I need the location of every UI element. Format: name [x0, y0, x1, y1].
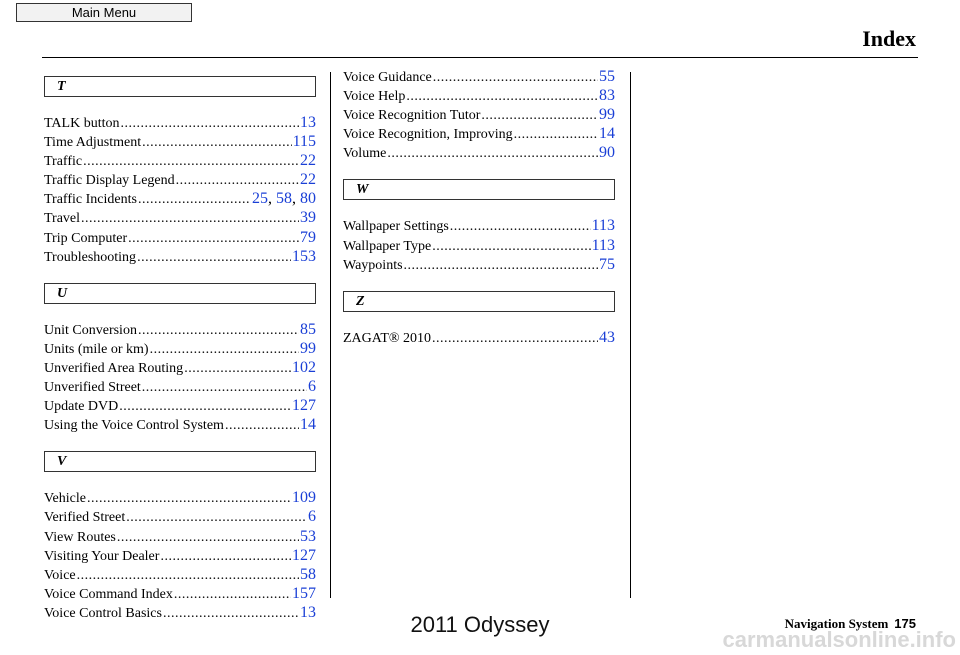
- dot-leader: [128, 229, 299, 248]
- page-link[interactable]: 80: [300, 190, 316, 208]
- index-entry: [44, 320, 316, 339]
- index-term: Voice Guidance: [343, 70, 432, 85]
- index-entry: [44, 247, 316, 266]
- page-link[interactable]: 14: [599, 125, 615, 143]
- page-link[interactable]: 99: [300, 339, 316, 357]
- index-term: Units (mile or km): [44, 341, 149, 357]
- index-entry: [44, 339, 316, 358]
- index-term: Visiting Your Dealer: [44, 548, 160, 564]
- page-link[interactable]: 13: [300, 114, 316, 131]
- page-refs: [292, 584, 316, 603]
- index-term: Traffic Display Legend: [44, 173, 175, 189]
- page-link[interactable]: 58: [276, 190, 292, 208]
- page-refs: [300, 208, 316, 227]
- index-entry: [343, 86, 615, 105]
- index-entry: [44, 527, 316, 546]
- index-term: Time Adjustment: [44, 135, 142, 151]
- index-term: Traffic Incidents: [44, 192, 137, 208]
- index-term: TALK button: [44, 116, 120, 131]
- index-term: Update DVD: [44, 399, 119, 415]
- index-term: Voice Recognition, Improving: [343, 127, 513, 143]
- dot-leader: [87, 489, 291, 508]
- page-link[interactable]: 53: [300, 527, 316, 545]
- page-link[interactable]: 157: [292, 584, 316, 602]
- page-link[interactable]: 58: [300, 565, 316, 583]
- page-refs: [300, 151, 316, 170]
- page-refs: [292, 247, 316, 266]
- page-link[interactable]: 39: [300, 209, 316, 227]
- page-link[interactable]: 127: [292, 546, 316, 564]
- dot-leader: [174, 585, 291, 604]
- page-link[interactable]: 113: [591, 217, 615, 235]
- index-entry: [343, 105, 615, 124]
- page-link[interactable]: 113: [591, 236, 615, 254]
- index-entry: [343, 328, 615, 347]
- page-refs: [300, 113, 316, 132]
- index-term: Travel: [44, 211, 81, 227]
- index-entry: [44, 546, 316, 565]
- page-refs: [292, 358, 316, 377]
- dot-leader: [433, 68, 598, 87]
- dot-leader: [150, 340, 299, 359]
- dot-leader: [432, 237, 590, 256]
- dot-leader: [450, 217, 591, 236]
- index-entry: [44, 565, 316, 584]
- dot-leader: [404, 256, 598, 275]
- index-term: Voice Control Basics: [44, 605, 162, 621]
- page-refs: [599, 105, 615, 124]
- index-term: Waypoints: [343, 257, 403, 273]
- dot-leader: [77, 566, 299, 585]
- page-refs: [293, 132, 316, 151]
- page-link[interactable]: 127: [292, 397, 316, 415]
- dot-leader: [176, 171, 299, 190]
- page-link[interactable]: 90: [599, 144, 615, 162]
- index-entry: [44, 113, 316, 132]
- page-link[interactable]: 13: [300, 603, 316, 621]
- index-term: Verified Street: [44, 510, 126, 526]
- index-entry: [44, 151, 316, 170]
- index-column-left: [44, 76, 316, 622]
- footer-page-number: 175: [894, 616, 916, 631]
- page-link[interactable]: 79: [300, 228, 316, 246]
- dot-leader: [160, 547, 291, 566]
- dot-leader: [406, 87, 598, 106]
- page-link[interactable]: 6: [308, 378, 316, 396]
- index-term: Voice Help: [343, 89, 406, 105]
- index-entry: [343, 236, 615, 255]
- section-header-t: T: [44, 76, 316, 97]
- page-refs: [599, 86, 615, 105]
- column-divider-left: [330, 72, 331, 598]
- dot-leader: [120, 114, 299, 133]
- index-entry: [343, 67, 615, 86]
- page-refs: [292, 396, 316, 415]
- page-link[interactable]: 43: [599, 328, 615, 346]
- page-refs: [300, 565, 316, 584]
- index-term: Unit Conversion: [44, 322, 137, 338]
- main-menu-button[interactable]: Main Menu: [16, 3, 192, 22]
- page-link[interactable]: 85: [300, 320, 316, 338]
- page-refs: [300, 339, 316, 358]
- page-refs: [308, 507, 316, 526]
- page-refs: [300, 228, 316, 247]
- page-link[interactable]: 6: [308, 508, 316, 526]
- index-entry: [343, 216, 615, 235]
- page-refs: [300, 170, 316, 189]
- index-entry: [44, 584, 316, 603]
- index-entry: [44, 396, 316, 415]
- page-refs: [592, 236, 615, 255]
- dot-leader: [142, 133, 291, 152]
- index-entry: [44, 228, 316, 247]
- dot-leader: [432, 329, 598, 348]
- page-refs: [300, 527, 316, 546]
- page-link[interactable]: 22: [300, 152, 316, 170]
- dot-leader: [119, 397, 291, 416]
- index-term: Using the Voice Control System: [44, 418, 224, 434]
- dot-leader: [137, 248, 291, 267]
- page-link[interactable]: 25: [252, 190, 268, 208]
- dot-leader: [138, 190, 251, 209]
- page-link[interactable]: 83: [599, 87, 615, 105]
- index-entry: [44, 415, 316, 434]
- index-entry: [343, 143, 615, 162]
- page-link[interactable]: 109: [292, 489, 316, 507]
- section-header-v: V: [44, 451, 316, 472]
- index-term: Unverified Area Routing: [44, 360, 184, 376]
- section-header-u: U: [44, 283, 316, 304]
- page-refs: [292, 488, 316, 507]
- column-divider-right: [630, 72, 631, 598]
- title-divider: [42, 57, 918, 58]
- section-header-w: W: [343, 179, 615, 200]
- index-term: Vehicle: [44, 491, 86, 507]
- dot-leader: [81, 209, 299, 228]
- dot-leader: [514, 125, 598, 144]
- page-link[interactable]: 22: [300, 171, 316, 189]
- dot-leader: [126, 508, 307, 527]
- index-term: View Routes: [44, 529, 116, 545]
- page-refs: [599, 67, 615, 86]
- page-refs: [300, 320, 316, 339]
- page-link[interactable]: 75: [599, 255, 615, 273]
- index-entry: [44, 377, 316, 396]
- index-term: Unverified Street: [44, 380, 141, 396]
- index-entry: [44, 488, 316, 507]
- footer-system-label: Navigation System: [784, 616, 889, 631]
- page-refs: [599, 143, 615, 162]
- page-title: Index: [862, 26, 916, 51]
- index-entry: [343, 255, 615, 274]
- index-term: Volume: [343, 146, 387, 162]
- dot-leader: [481, 106, 598, 125]
- index-entry: [44, 189, 316, 208]
- page-link[interactable]: 115: [292, 133, 316, 151]
- dot-leader: [142, 378, 307, 397]
- watermark-site: carmanualsonline.info: [722, 627, 956, 652]
- section-header-z: Z: [343, 291, 615, 312]
- index-entry: [44, 170, 316, 189]
- dot-leader: [117, 528, 299, 547]
- index-term: Wallpaper Type: [343, 238, 432, 254]
- page-refs: [252, 189, 316, 208]
- dot-leader: [184, 359, 291, 378]
- footer-model-name: 2011 Odyssey: [410, 612, 550, 637]
- page-refs: [599, 328, 615, 347]
- index-term: Trip Computer: [44, 230, 128, 246]
- page-link[interactable]: 99: [599, 106, 615, 124]
- dot-leader: [225, 416, 299, 435]
- dot-leader: [387, 144, 598, 163]
- dot-leader: [138, 321, 299, 340]
- index-term: Voice Recognition Tutor: [343, 108, 481, 124]
- page-refs: [599, 124, 615, 143]
- page-separator: ,: [268, 190, 276, 208]
- index-term: Voice Command Index: [44, 586, 173, 602]
- index-entry: [343, 124, 615, 143]
- page-refs: [599, 255, 615, 274]
- page-link[interactable]: 102: [292, 358, 316, 376]
- index-term: Wallpaper Settings: [343, 219, 449, 235]
- index-entry: [44, 132, 316, 151]
- index-entry: [44, 358, 316, 377]
- dot-leader: [83, 152, 299, 171]
- page-link[interactable]: 153: [292, 247, 316, 265]
- index-entry: [44, 507, 316, 526]
- page-link[interactable]: 55: [599, 68, 615, 85]
- index-entry: [44, 208, 316, 227]
- page-refs: [592, 216, 615, 235]
- index-term: Traffic: [44, 154, 83, 170]
- index-column-right: [343, 67, 615, 347]
- index-term: Troubleshooting: [44, 249, 137, 265]
- index-term: Voice: [44, 567, 76, 583]
- page-link[interactable]: 14: [300, 416, 316, 434]
- index-term: ZAGAT® 2010: [343, 330, 432, 346]
- page-refs: [308, 377, 316, 396]
- page-separator: ,: [292, 190, 300, 208]
- page-refs: [300, 415, 316, 434]
- page-refs: [292, 546, 316, 565]
